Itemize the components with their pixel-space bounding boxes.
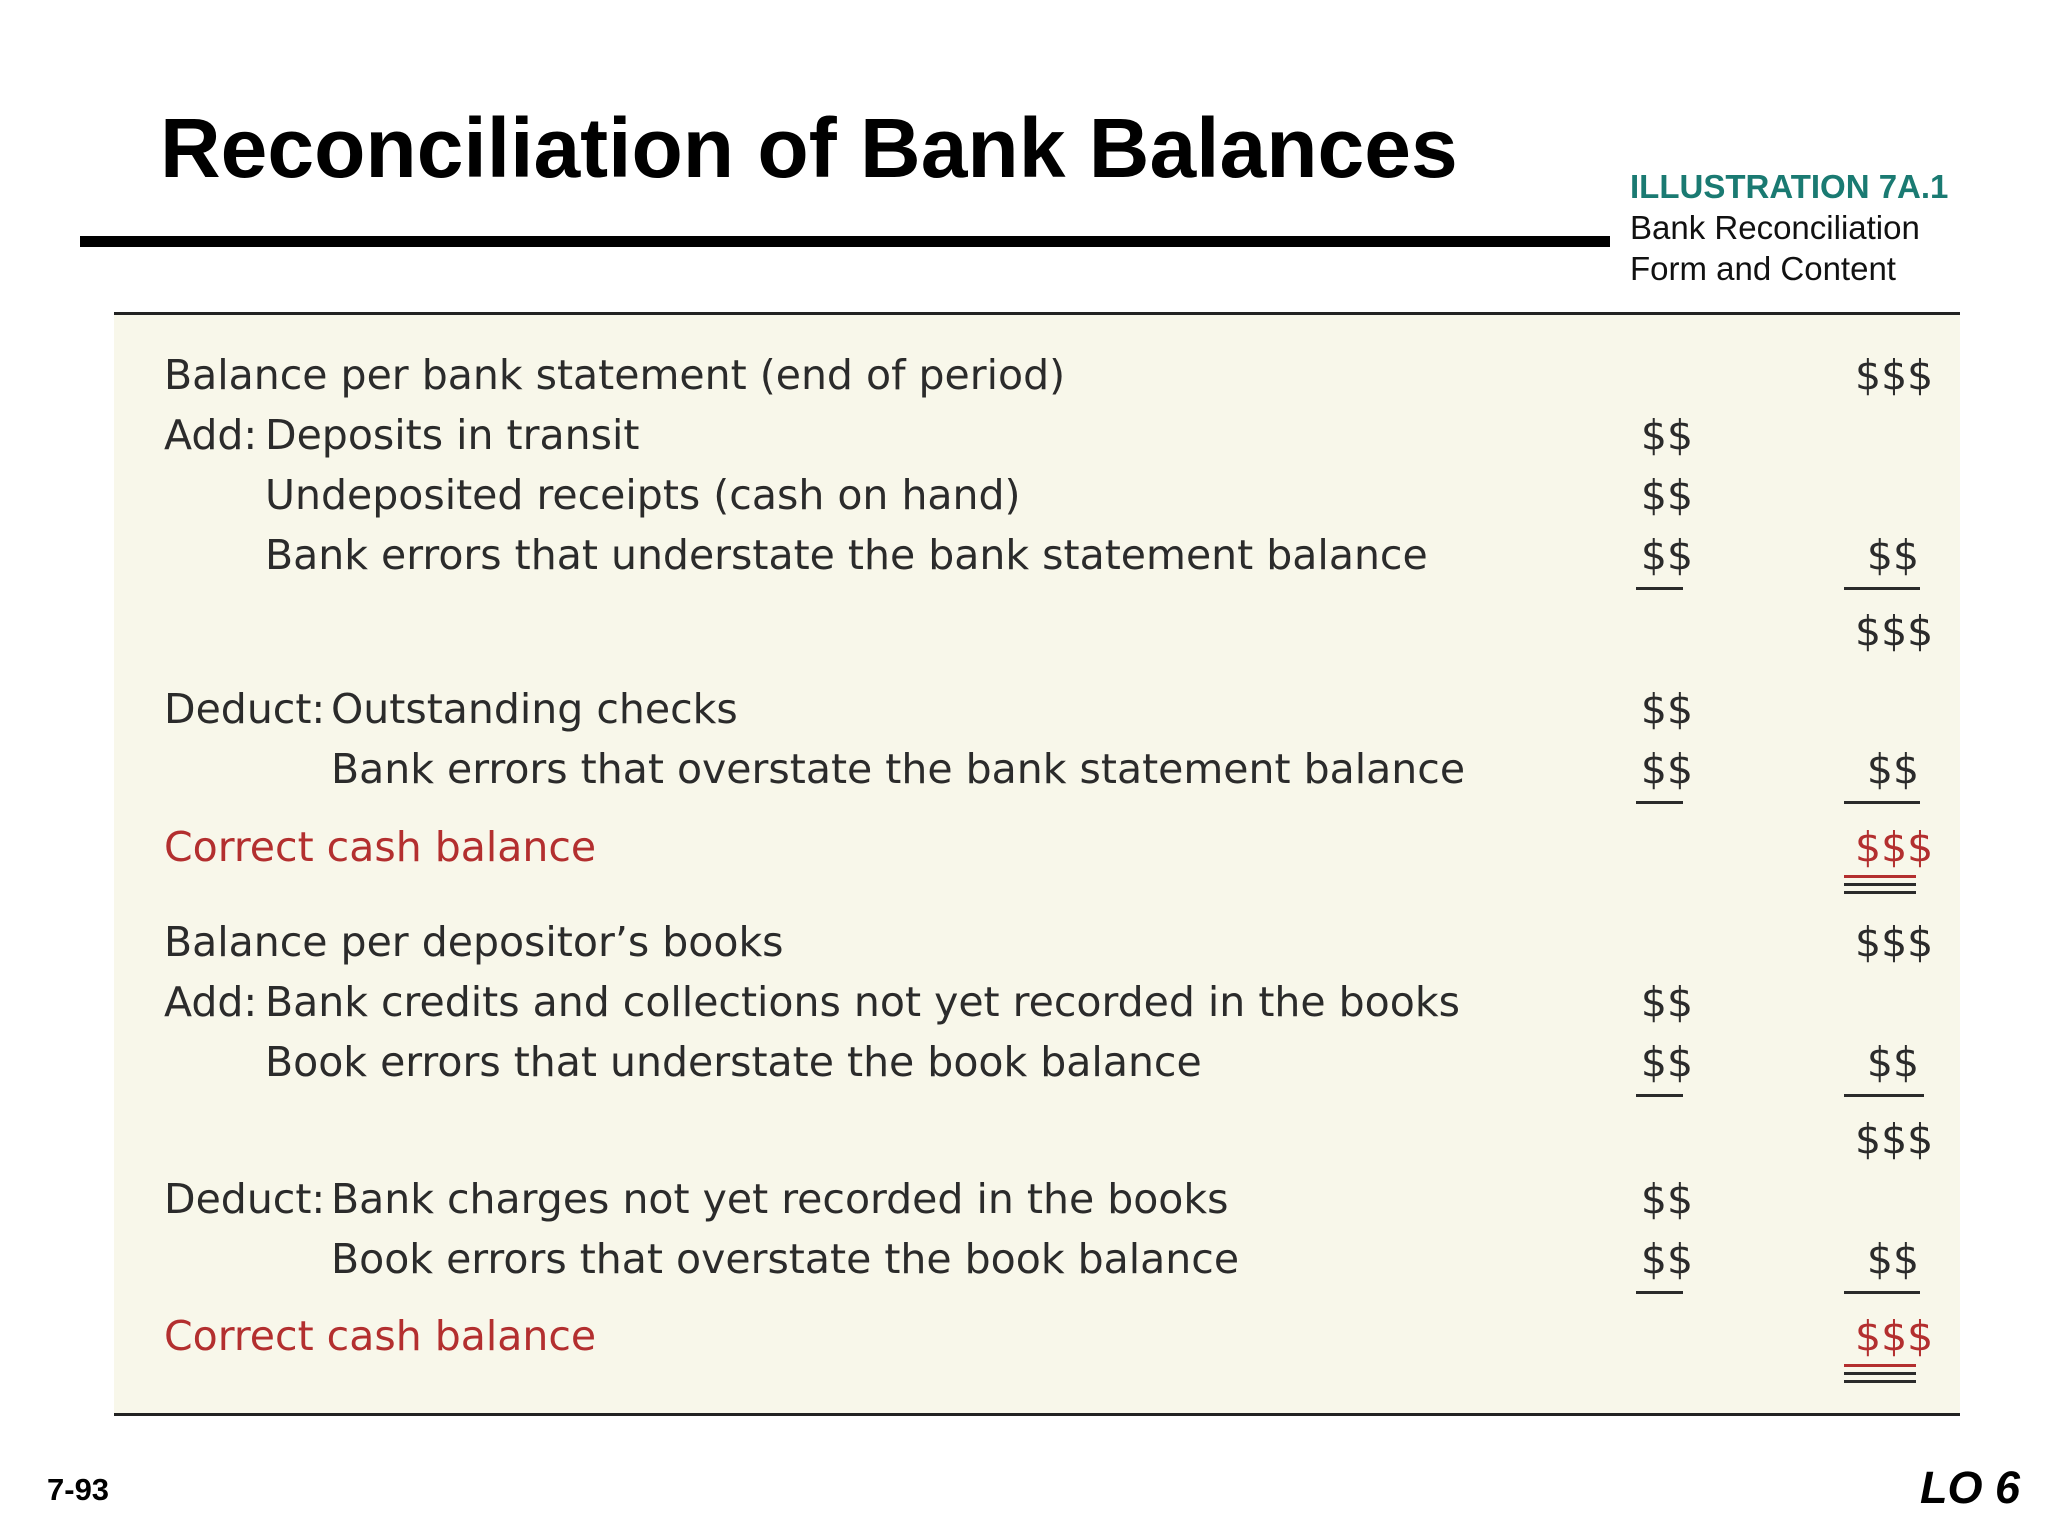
book-add-underline-col1 [1636,1094,1683,1097]
bank-add-item-label: Undeposited receipts (cash on hand) [265,471,1021,519]
bank-deduct-row-1 [114,679,1960,739]
book-add-row-2 [114,1032,1960,1092]
book-balance-row [114,912,1960,972]
bank-balance-label: Balance per bank statement (end of period) [164,351,1066,399]
illustration-caption-line1: Bank Reconciliation [1630,209,1920,246]
title-underline [80,236,1610,247]
bank-add-total: $$ [1866,531,1920,579]
book-balance-label: Balance per depositor’s books [164,918,784,966]
bank-deduct-underline-col1 [1636,801,1683,804]
book-correct-amount: $$$ [1855,1312,1934,1360]
bank-add-prefix: Add: [164,411,258,459]
bank-balance-amount: $$$ [1855,351,1934,399]
illustration-caption-line2: Form and Content [1630,250,1896,287]
learning-objective-badge: LO 6 [1920,1462,2021,1513]
book-deduct-item-label: Book errors that overstate the book balance [331,1235,1240,1283]
book-add-underline-col2 [1844,1094,1924,1097]
bank-add-underline-col1 [1636,587,1683,590]
bank-deduct-item-label: Outstanding checks [331,685,738,733]
bank-add-row-2 [114,465,1960,525]
bank-add-item-amount: $$ [1640,471,1694,519]
bank-add-item-label: Bank errors that understate the bank statement balance [265,531,1428,579]
bank-add-row-1 [114,405,1960,465]
book-deduct-item-amount: $$ [1640,1235,1694,1283]
book-deduct-row-1 [114,1169,1960,1229]
book-correct-row [114,1306,1960,1366]
bank-add-row-3 [114,525,1960,585]
book-correct-double-underline [1844,1372,1916,1383]
slide-title: Reconciliation of Bank Balances [160,101,1458,195]
book-balance-amount: $$$ [1855,918,1934,966]
illustration-caption [1630,166,1948,289]
bank-deduct-item-amount: $$ [1640,745,1694,793]
bank-add-item-label: Deposits in transit [265,411,640,459]
book-deduct-underline-col2 [1844,1291,1920,1294]
bank-deduct-prefix: Deduct: [164,685,326,733]
bank-deduct-item-label: Bank errors that overstate the bank statement balance [331,745,1466,793]
bank-add-item-amount: $$ [1640,411,1694,459]
bank-deduct-total: $$ [1866,745,1920,793]
book-add-prefix: Add: [164,978,258,1026]
book-add-row-1 [114,972,1960,1032]
book-deduct-item-label: Bank charges not yet recorded in the books [331,1175,1229,1223]
reconciliation-panel [114,312,1960,1416]
bank-correct-amount: $$$ [1855,823,1934,871]
book-deduct-prefix: Deduct: [164,1175,326,1223]
book-subtotal-row [114,1109,1960,1169]
page-number: 7-93 [47,1472,110,1507]
bank-deduct-row-2 [114,739,1960,799]
book-deduct-total: $$ [1866,1235,1920,1283]
book-add-item-amount: $$ [1640,978,1694,1026]
bank-correct-red-underline [1844,875,1916,878]
book-add-item-label: Book errors that understate the book balance [265,1038,1202,1086]
bank-deduct-underline-col2 [1844,801,1920,804]
bank-deduct-item-amount: $$ [1640,685,1694,733]
illustration-number: ILLUSTRATION 7A.1 [1630,168,1949,205]
book-deduct-row-2 [114,1229,1960,1289]
book-add-item-amount: $$ [1640,1038,1694,1086]
bank-balance-row [114,345,1960,405]
book-deduct-underline-col1 [1636,1291,1683,1294]
bank-add-underline-col2 [1844,587,1920,590]
bank-subtotal-amount: $$$ [1855,607,1934,655]
book-correct-label: Correct cash balance [164,1312,597,1360]
book-correct-red-underline [1844,1364,1916,1367]
book-deduct-item-amount: $$ [1640,1175,1694,1223]
book-subtotal-amount: $$$ [1855,1115,1934,1163]
bank-add-item-amount: $$ [1640,531,1694,579]
book-add-item-label: Bank credits and collections not yet recorded in the books [265,978,1460,1026]
bank-correct-row [114,817,1960,877]
bank-correct-label: Correct cash balance [164,823,597,871]
book-add-total: $$ [1866,1038,1920,1086]
bank-correct-double-underline [1844,883,1916,894]
bank-subtotal-row [114,601,1960,661]
